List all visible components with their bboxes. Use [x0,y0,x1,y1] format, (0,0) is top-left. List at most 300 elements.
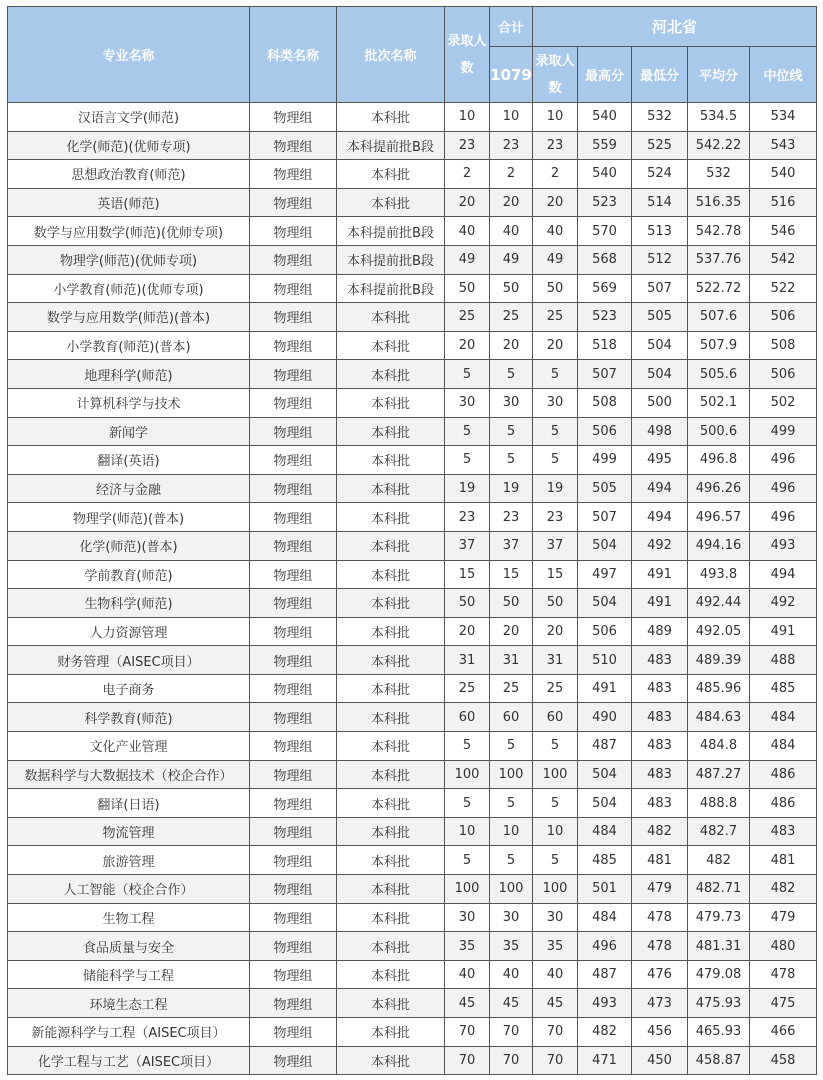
province-enrolled-cell: 20 [533,617,578,646]
batch-cell: 本科批 [337,989,445,1018]
total-cell: 20 [490,617,533,646]
total-cell: 15 [490,560,533,589]
major-cell: 化学工程与工艺（AISEC项目） [8,1046,250,1075]
max-score-cell: 518 [578,331,632,360]
table-row [8,503,817,532]
header-min-score: 最低分 [632,47,688,103]
total-cell: 5 [490,789,533,818]
major-cell: 小学教育(师范)(优师专项) [8,274,250,303]
category-cell: 物理组 [250,417,337,446]
median-cell: 506 [750,360,817,389]
min-score-cell: 512 [632,245,688,274]
enrolled-cell: 31 [445,646,490,675]
median-cell: 499 [750,417,817,446]
max-score-cell: 482 [578,1018,632,1047]
province-enrolled-cell: 23 [533,131,578,160]
province-enrolled-cell: 35 [533,932,578,961]
enrolled-cell: 5 [445,789,490,818]
avg-score-cell: 500.6 [688,417,750,446]
avg-score-cell: 487.27 [688,760,750,789]
enrolled-cell: 5 [445,417,490,446]
min-score-cell: 481 [632,846,688,875]
batch-cell: 本科批 [337,388,445,417]
province-enrolled-cell: 70 [533,1046,578,1075]
header-batch: 批次名称 [337,7,445,103]
category-cell: 物理组 [250,732,337,761]
median-cell: 543 [750,131,817,160]
avg-score-cell: 494.16 [688,531,750,560]
table-row [8,646,817,675]
avg-score-cell: 496.57 [688,503,750,532]
median-cell: 542 [750,245,817,274]
max-score-cell: 484 [578,817,632,846]
total-cell: 40 [490,217,533,246]
table-row [8,817,817,846]
table-row [8,417,817,446]
total-cell: 5 [490,417,533,446]
median-cell: 480 [750,932,817,961]
total-cell: 5 [490,360,533,389]
median-cell: 540 [750,160,817,189]
min-score-cell: 483 [632,760,688,789]
batch-cell: 本科批 [337,589,445,618]
enrolled-cell: 60 [445,703,490,732]
table-row [8,217,817,246]
total-cell: 35 [490,932,533,961]
median-cell: 479 [750,903,817,932]
major-cell: 地理科学(师范) [8,360,250,389]
avg-score-cell: 479.08 [688,960,750,989]
header-province-enrolled: 录取人数 [533,47,578,103]
table-header [8,7,817,103]
batch-cell: 本科批 [337,1046,445,1075]
max-score-cell: 506 [578,417,632,446]
major-cell: 电子商务 [8,674,250,703]
category-cell: 物理组 [250,388,337,417]
avg-score-cell: 496.8 [688,446,750,475]
category-cell: 物理组 [250,474,337,503]
province-enrolled-cell: 30 [533,903,578,932]
enrolled-cell: 25 [445,303,490,332]
province-enrolled-cell: 25 [533,674,578,703]
category-cell: 物理组 [250,188,337,217]
enrolled-cell: 2 [445,160,490,189]
batch-cell: 本科批 [337,303,445,332]
total-cell: 60 [490,703,533,732]
enrolled-cell: 70 [445,1046,490,1075]
table-row [8,703,817,732]
max-score-cell: 508 [578,388,632,417]
median-cell: 522 [750,274,817,303]
avg-score-cell: 458.87 [688,1046,750,1075]
max-score-cell: 504 [578,760,632,789]
table-row [8,589,817,618]
header-total-label: 合计 [490,7,533,47]
max-score-cell: 471 [578,1046,632,1075]
enrolled-cell: 5 [445,360,490,389]
median-cell: 496 [750,446,817,475]
enrolled-cell: 40 [445,217,490,246]
median-cell: 485 [750,674,817,703]
table-row [8,446,817,475]
total-cell: 25 [490,303,533,332]
max-score-cell: 506 [578,617,632,646]
total-cell: 70 [490,1018,533,1047]
table-row [8,789,817,818]
batch-cell: 本科批 [337,817,445,846]
header-province: 河北省 [533,7,817,47]
avg-score-cell: 522.72 [688,274,750,303]
min-score-cell: 504 [632,360,688,389]
max-score-cell: 497 [578,560,632,589]
avg-score-cell: 482.71 [688,875,750,904]
category-cell: 物理组 [250,446,337,475]
table-row [8,732,817,761]
table-row [8,932,817,961]
category-cell: 物理组 [250,817,337,846]
median-cell: 466 [750,1018,817,1047]
avg-score-cell: 482.7 [688,817,750,846]
total-cell: 31 [490,646,533,675]
avg-score-cell: 465.93 [688,1018,750,1047]
enrolled-cell: 5 [445,446,490,475]
max-score-cell: 485 [578,846,632,875]
table-body [8,103,817,1075]
major-cell: 数学与应用数学(师范)(普本) [8,303,250,332]
major-cell: 生物工程 [8,903,250,932]
province-enrolled-cell: 15 [533,560,578,589]
batch-cell: 本科批 [337,1018,445,1047]
category-cell: 物理组 [250,1018,337,1047]
table-row [8,245,817,274]
median-cell: 486 [750,760,817,789]
enrolled-cell: 30 [445,388,490,417]
min-score-cell: 514 [632,188,688,217]
batch-cell: 本科批 [337,789,445,818]
category-cell: 物理组 [250,331,337,360]
min-score-cell: 478 [632,903,688,932]
category-cell: 物理组 [250,103,337,132]
min-score-cell: 483 [632,703,688,732]
batch-cell: 本科提前批B段 [337,217,445,246]
category-cell: 物理组 [250,1046,337,1075]
enrolled-cell: 49 [445,245,490,274]
major-cell: 财务管理（AISEC项目） [8,646,250,675]
enrolled-cell: 23 [445,503,490,532]
batch-cell: 本科批 [337,331,445,360]
table-row [8,760,817,789]
table-row [8,160,817,189]
min-score-cell: 491 [632,589,688,618]
major-cell: 人力资源管理 [8,617,250,646]
enrolled-cell: 10 [445,103,490,132]
table-row [8,560,817,589]
total-cell: 30 [490,388,533,417]
category-cell: 物理组 [250,245,337,274]
province-enrolled-cell: 60 [533,703,578,732]
province-enrolled-cell: 25 [533,303,578,332]
major-cell: 人工智能（校企合作） [8,875,250,904]
total-cell: 25 [490,674,533,703]
max-score-cell: 491 [578,674,632,703]
min-score-cell: 478 [632,932,688,961]
batch-cell: 本科批 [337,903,445,932]
major-cell: 环境生态工程 [8,989,250,1018]
total-cell: 2 [490,160,533,189]
median-cell: 481 [750,846,817,875]
major-cell: 物理学(师范)(普本) [8,503,250,532]
category-cell: 物理组 [250,932,337,961]
total-cell: 70 [490,1046,533,1075]
min-score-cell: 479 [632,875,688,904]
batch-cell: 本科批 [337,760,445,789]
avg-score-cell: 502.1 [688,388,750,417]
median-cell: 488 [750,646,817,675]
median-cell: 478 [750,960,817,989]
min-score-cell: 483 [632,732,688,761]
avg-score-cell: 489.39 [688,646,750,675]
batch-cell: 本科批 [337,617,445,646]
major-cell: 储能科学与工程 [8,960,250,989]
table-row [8,674,817,703]
median-cell: 534 [750,103,817,132]
max-score-cell: 568 [578,245,632,274]
enrolled-cell: 40 [445,960,490,989]
enrolled-cell: 19 [445,474,490,503]
avg-score-cell: 507.9 [688,331,750,360]
batch-cell: 本科提前批B段 [337,131,445,160]
major-cell: 食品质量与安全 [8,932,250,961]
batch-cell: 本科批 [337,474,445,503]
batch-cell: 本科批 [337,674,445,703]
enrolled-cell: 30 [445,903,490,932]
min-score-cell: 483 [632,674,688,703]
category-cell: 物理组 [250,589,337,618]
median-cell: 508 [750,331,817,360]
min-score-cell: 532 [632,103,688,132]
median-cell: 546 [750,217,817,246]
table-row [8,303,817,332]
enrolled-cell: 23 [445,131,490,160]
median-cell: 492 [750,589,817,618]
total-cell: 5 [490,846,533,875]
min-score-cell: 513 [632,217,688,246]
min-score-cell: 489 [632,617,688,646]
header-category: 科类名称 [250,7,337,103]
table-row [8,1018,817,1047]
batch-cell: 本科批 [337,560,445,589]
major-cell: 化学(师范)(优师专项) [8,131,250,160]
total-cell: 10 [490,103,533,132]
enrolled-cell: 100 [445,760,490,789]
max-score-cell: 523 [578,188,632,217]
total-cell: 20 [490,331,533,360]
max-score-cell: 510 [578,646,632,675]
avg-score-cell: 532 [688,160,750,189]
min-score-cell: 483 [632,789,688,818]
category-cell: 物理组 [250,303,337,332]
min-score-cell: 504 [632,331,688,360]
max-score-cell: 504 [578,589,632,618]
enrolled-cell: 50 [445,274,490,303]
total-cell: 40 [490,960,533,989]
batch-cell: 本科批 [337,646,445,675]
category-cell: 物理组 [250,560,337,589]
category-cell: 物理组 [250,989,337,1018]
median-cell: 496 [750,474,817,503]
avg-score-cell: 534.5 [688,103,750,132]
admission-scores-table [7,6,817,1075]
avg-score-cell: 492.44 [688,589,750,618]
min-score-cell: 500 [632,388,688,417]
major-cell: 科学教育(师范) [8,703,250,732]
avg-score-cell: 505.6 [688,360,750,389]
median-cell: 458 [750,1046,817,1075]
major-cell: 翻译(英语) [8,446,250,475]
major-cell: 生物科学(师范) [8,589,250,618]
table-row [8,617,817,646]
median-cell: 496 [750,503,817,532]
category-cell: 物理组 [250,903,337,932]
major-cell: 数学与应用数学(师范)(优师专项) [8,217,250,246]
enrolled-cell: 70 [445,1018,490,1047]
header-median: 中位线 [750,47,817,103]
table-row [8,360,817,389]
header-major: 专业名称 [8,7,250,103]
header-enrolled: 录取人数 [445,7,490,103]
category-cell: 物理组 [250,960,337,989]
avg-score-cell: 537.76 [688,245,750,274]
median-cell: 482 [750,875,817,904]
table-row [8,531,817,560]
table-row [8,1046,817,1075]
total-cell: 37 [490,531,533,560]
batch-cell: 本科批 [337,360,445,389]
province-enrolled-cell: 100 [533,760,578,789]
province-enrolled-cell: 19 [533,474,578,503]
category-cell: 物理组 [250,646,337,675]
batch-cell: 本科批 [337,732,445,761]
major-cell: 翻译(日语) [8,789,250,818]
total-cell: 49 [490,245,533,274]
category-cell: 物理组 [250,789,337,818]
max-score-cell: 505 [578,474,632,503]
enrolled-cell: 10 [445,817,490,846]
table-row [8,331,817,360]
avg-score-cell: 484.8 [688,732,750,761]
enrolled-cell: 45 [445,989,490,1018]
table-row [8,103,817,132]
batch-cell: 本科批 [337,160,445,189]
enrolled-cell: 20 [445,331,490,360]
category-cell: 物理组 [250,217,337,246]
total-cell: 23 [490,503,533,532]
median-cell: 483 [750,817,817,846]
category-cell: 物理组 [250,674,337,703]
province-enrolled-cell: 70 [533,1018,578,1047]
max-score-cell: 504 [578,789,632,818]
province-enrolled-cell: 5 [533,446,578,475]
batch-cell: 本科提前批B段 [337,274,445,303]
major-cell: 化学(师范)(普本) [8,531,250,560]
header-avg-score: 平均分 [688,47,750,103]
batch-cell: 本科批 [337,188,445,217]
max-score-cell: 496 [578,932,632,961]
table-row [8,188,817,217]
total-cell: 50 [490,589,533,618]
category-cell: 物理组 [250,703,337,732]
category-cell: 物理组 [250,274,337,303]
category-cell: 物理组 [250,160,337,189]
enrolled-cell: 37 [445,531,490,560]
total-cell: 19 [490,474,533,503]
max-score-cell: 569 [578,274,632,303]
avg-score-cell: 479.73 [688,903,750,932]
avg-score-cell: 492.05 [688,617,750,646]
max-score-cell: 493 [578,989,632,1018]
total-cell: 20 [490,188,533,217]
median-cell: 494 [750,560,817,589]
category-cell: 物理组 [250,503,337,532]
min-score-cell: 476 [632,960,688,989]
province-enrolled-cell: 5 [533,732,578,761]
avg-score-cell: 542.22 [688,131,750,160]
enrolled-cell: 35 [445,932,490,961]
median-cell: 493 [750,531,817,560]
header-total-value: 1079 [490,47,533,103]
max-score-cell: 501 [578,875,632,904]
min-score-cell: 491 [632,560,688,589]
batch-cell: 本科批 [337,446,445,475]
major-cell: 新能源科学与工程（AISEC项目） [8,1018,250,1047]
max-score-cell: 487 [578,732,632,761]
min-score-cell: 524 [632,160,688,189]
province-enrolled-cell: 50 [533,274,578,303]
category-cell: 物理组 [250,617,337,646]
batch-cell: 本科批 [337,932,445,961]
batch-cell: 本科批 [337,875,445,904]
min-score-cell: 494 [632,474,688,503]
table-row [8,875,817,904]
min-score-cell: 507 [632,274,688,303]
median-cell: 502 [750,388,817,417]
category-cell: 物理组 [250,760,337,789]
median-cell: 506 [750,303,817,332]
batch-cell: 本科批 [337,846,445,875]
major-cell: 物理学(师范)(优师专项) [8,245,250,274]
province-enrolled-cell: 5 [533,789,578,818]
avg-score-cell: 493.8 [688,560,750,589]
category-cell: 物理组 [250,360,337,389]
enrolled-cell: 50 [445,589,490,618]
total-cell: 100 [490,875,533,904]
major-cell: 数据科学与大数据技术（校企合作） [8,760,250,789]
total-cell: 23 [490,131,533,160]
major-cell: 小学教育(师范)(普本) [8,331,250,360]
province-enrolled-cell: 20 [533,188,578,217]
max-score-cell: 559 [578,131,632,160]
max-score-cell: 523 [578,303,632,332]
province-enrolled-cell: 23 [533,503,578,532]
major-cell: 物流管理 [8,817,250,846]
total-cell: 30 [490,903,533,932]
table-row [8,960,817,989]
province-enrolled-cell: 40 [533,960,578,989]
min-score-cell: 450 [632,1046,688,1075]
median-cell: 475 [750,989,817,1018]
major-cell: 学前教育(师范) [8,560,250,589]
province-enrolled-cell: 50 [533,589,578,618]
